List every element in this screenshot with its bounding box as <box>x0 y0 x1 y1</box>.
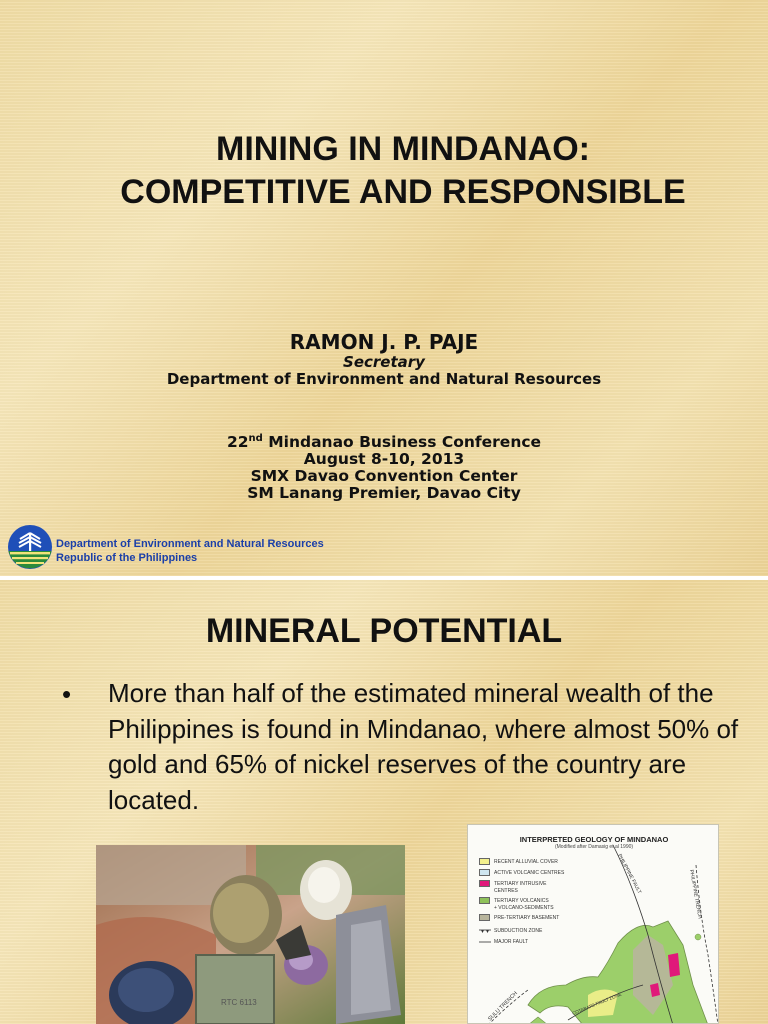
map-subtitle: (Modified after Damasig et al 1990) <box>554 844 634 850</box>
author-block <box>0 330 768 388</box>
title-line-2: COMPETITIVE AND RESPONSIBLE <box>120 173 686 211</box>
conference-date: August 8-10, 2013 <box>303 450 465 468</box>
presentation-title <box>0 128 768 214</box>
conference-location: SM Lanang Premier, Davao City <box>247 484 521 502</box>
map-label-philippine-trench: PHILIPPINE TRENCH <box>688 869 703 920</box>
author-role: Secretary <box>343 353 425 371</box>
conference-ordinal-suffix: nd <box>248 432 263 444</box>
conference-block <box>0 434 768 502</box>
mineral-specimens-photo <box>96 845 405 1024</box>
author-department: Department of Environment and Natural Resources <box>166 370 602 388</box>
mineral-potential-slide <box>0 580 768 1024</box>
conference-venue: SMX Davao Convention Center <box>250 467 518 485</box>
title-line-1: MINING IN MINDANAO: <box>216 130 590 168</box>
conference-name-line <box>0 434 768 451</box>
denr-seal-icon <box>7 524 53 570</box>
bullet-text: More than half of the estimated mineral wealth of the Philippines is found in Mindanao, where almost 50% of gold and 65% of nickel reserves of the country are located. <box>108 678 739 815</box>
bullet-marker: • <box>62 679 72 709</box>
map-label-cotabato-fault: COTABATO FAULT ZONE <box>571 991 623 1016</box>
agency-name: Department of Environment and Natural Resources <box>56 538 324 550</box>
map-title: INTERPRETED GEOLOGY OF MINDANAO <box>519 835 669 844</box>
agency-footer <box>56 537 324 565</box>
author-name: RAMON J. P. PAJE <box>289 330 479 354</box>
agency-country: Republic of the Philippines <box>56 552 198 564</box>
svg-text:RTC 6113: RTC 6113 <box>221 998 257 1007</box>
map-label-sulu-trench: SULU TRENCH <box>487 990 520 1023</box>
conference-ordinal: 22 <box>226 433 249 451</box>
slide-title: MINERAL POTENTIAL <box>205 612 563 650</box>
map-label-philippine-fault: PHILIPPINE FAULT <box>616 853 643 895</box>
geology-map: INTERPRETED GEOLOGY OF MINDANAO (Modified after Damasig et al 1990) RECENT ALLUVIAL COVER ACTIVE VOLCANIC CENTRES TERTIARY INTRUSIVE CENTRES TERTIARY VOLCANICS + VOLCANO-SEDIMENTS PRE-TERTIARY BASEMENT SUBDUCTION ZONE MAJOR FAULT PHILIPPINE FAULT PHILIPPINE TRENCH SULU TRENCH COTABATO FAULT ZONE <box>467 824 719 1024</box>
mindanao-map-drawing <box>468 825 719 1024</box>
conference-name: Mindanao Business Conference <box>268 433 542 451</box>
